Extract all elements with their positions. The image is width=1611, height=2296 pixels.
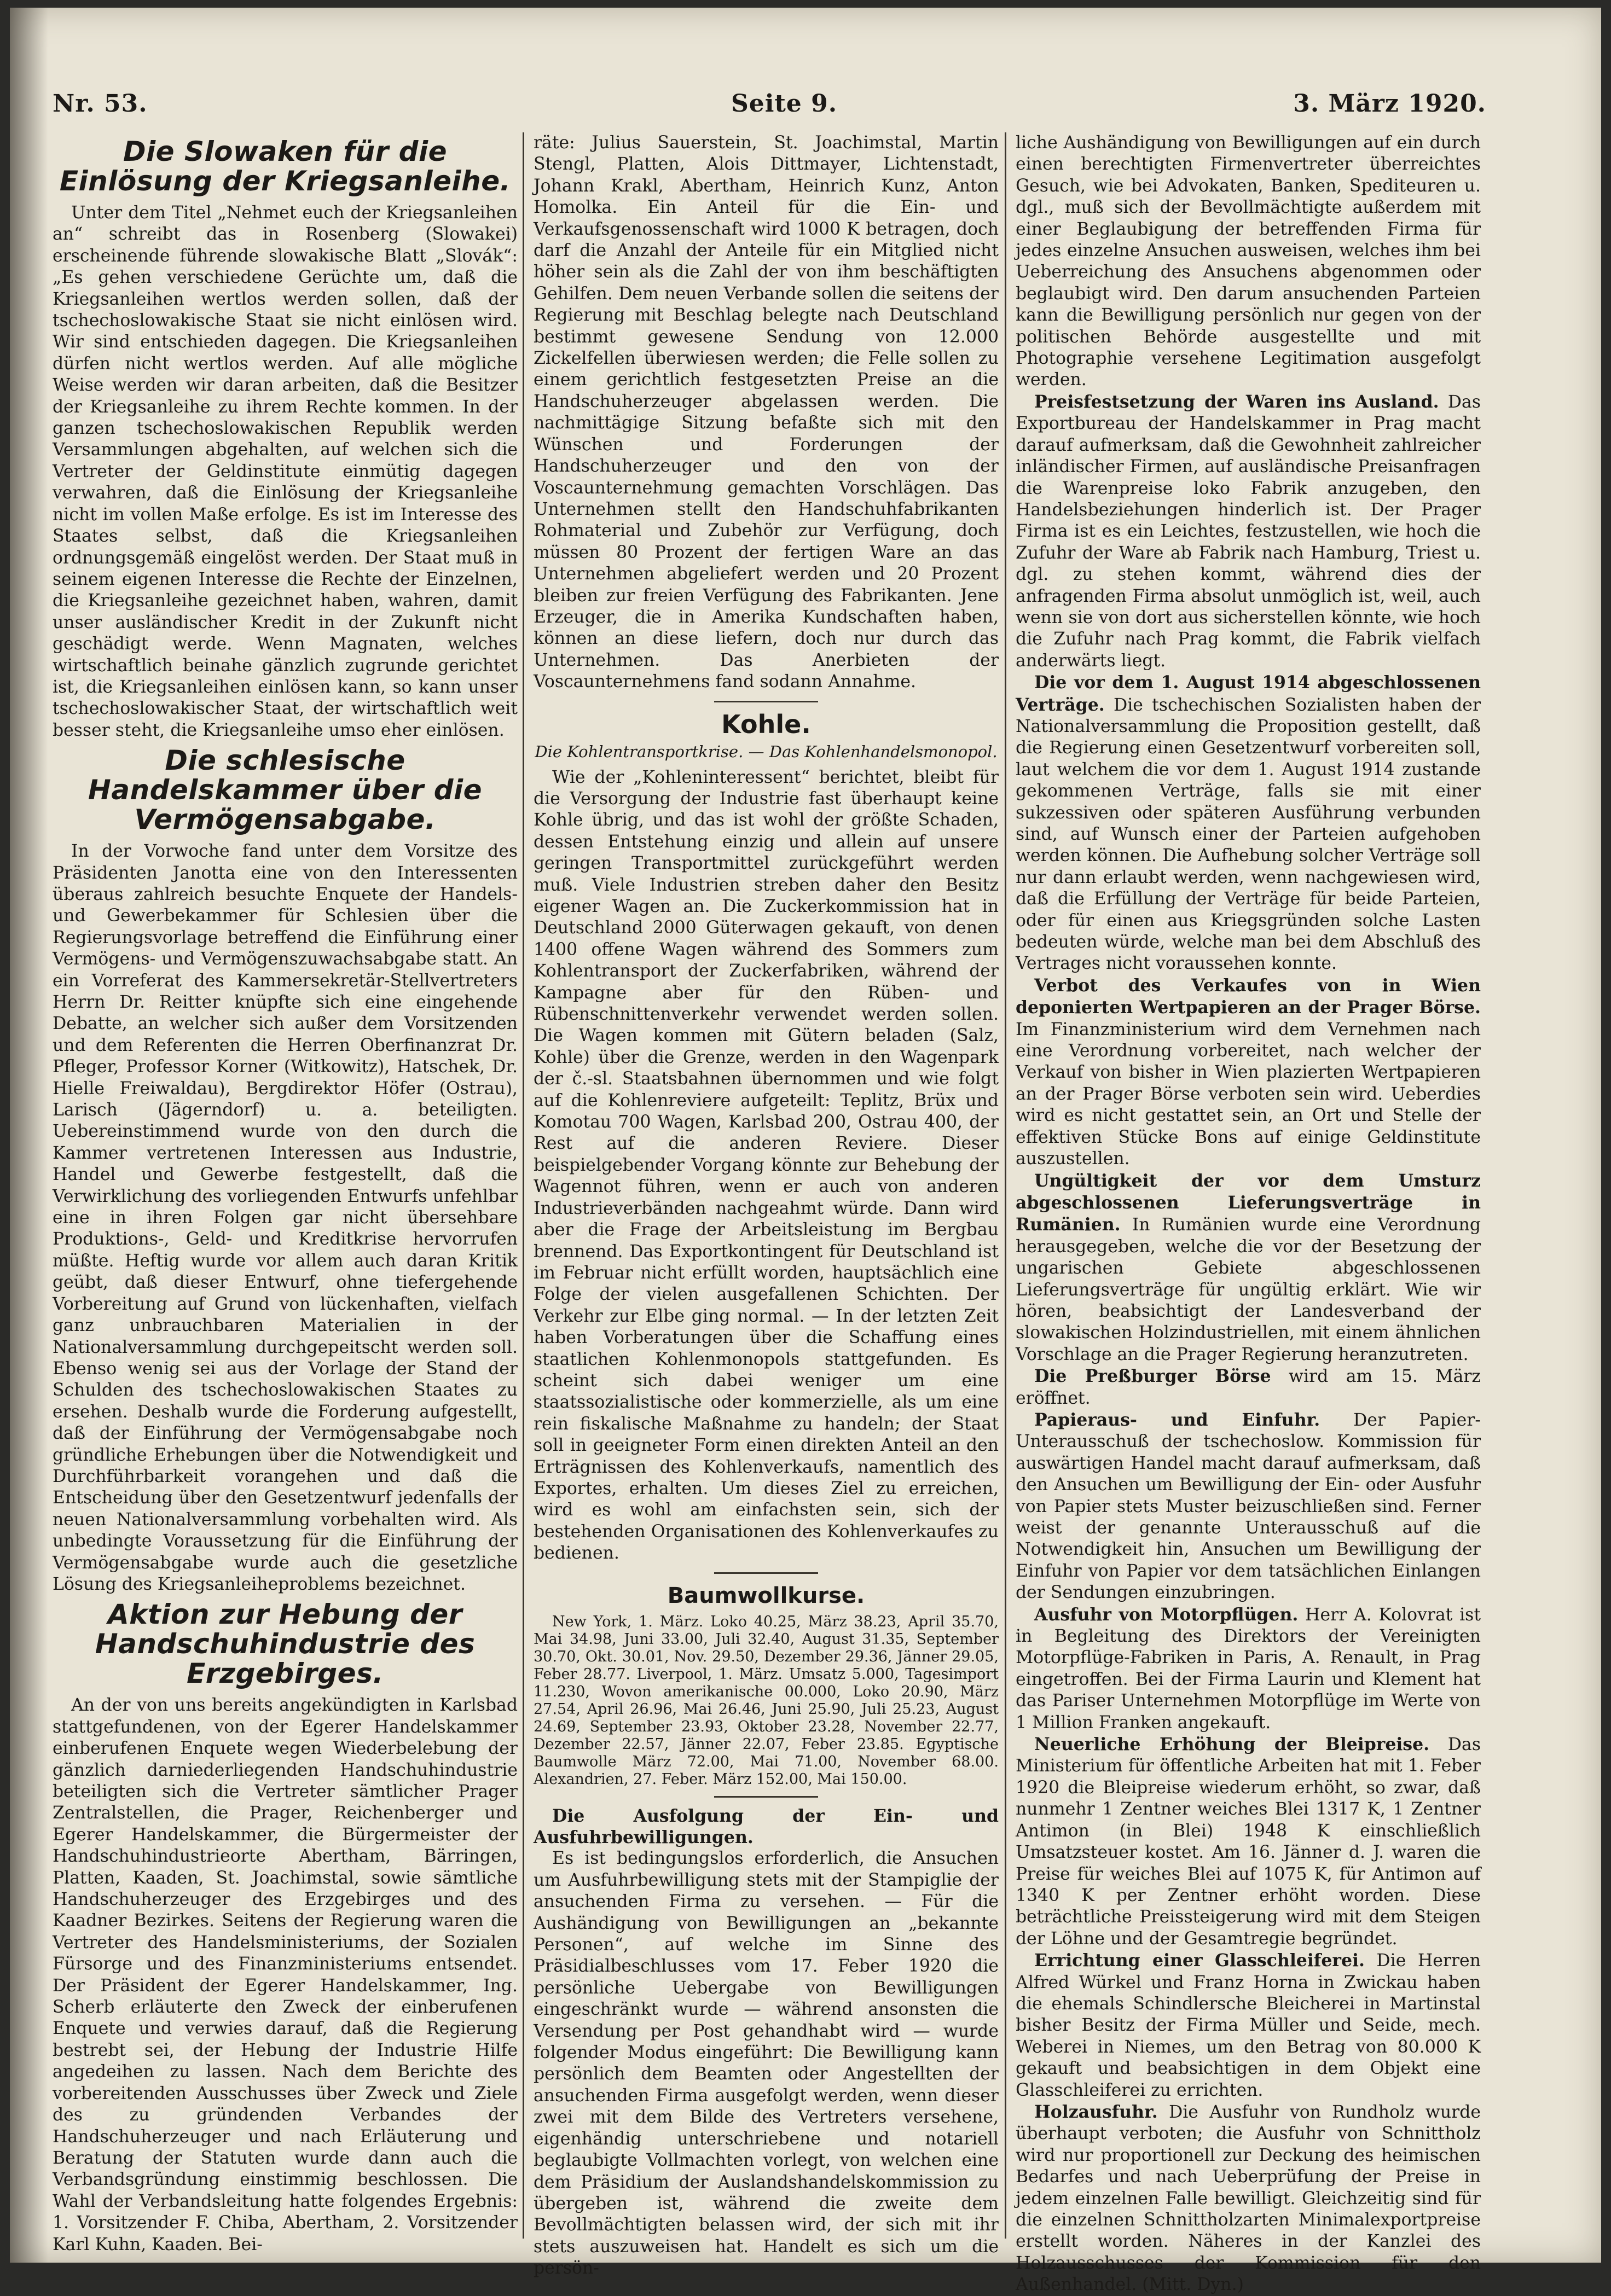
news-lead: Ungültigkeit der vor dem Umsturz abgeschlossenen Lieferungsverträge in Rumänien. <box>1016 1170 1481 1235</box>
news-item <box>1016 1734 1481 1950</box>
news-item <box>1016 975 1481 1170</box>
news-lead: Errichtung einer Glasschleiferei. <box>1034 1950 1365 1971</box>
news-lead: Die vor dem 1. August 1914 abgeschlossenen Verträge. <box>1016 672 1481 715</box>
column-3 <box>1016 132 1481 2295</box>
article-title: Aktion zur Hebung der Handschuhindustrie des Erzgebirges. <box>95 1599 476 1690</box>
news-item <box>1016 2101 1481 2296</box>
news-item <box>1016 1950 1481 2101</box>
article-lead: Die Ausfolgung der Ein- und Ausfuhrbewilligungen. <box>534 1805 999 1847</box>
news-body: Im Finanzministerium wird dem Vernehmen nach eine Verordnung vorbereitet, nach welcher der Verkauf von bisher in Wien plazierten Wertpapieren an der Prager Börse verboten sein wird. Ueberdies wird es nicht gestattet sein, an Ort und Stelle der effektiven Stücke Bons auf einige Geldinstitute auszustellen. <box>1016 1019 1481 1169</box>
news-body: In Rumänien wurde eine Verordnung herausgegeben, welche die vor der Besetzung der ungarischen Gebiete abgeschlossenen Lieferungsverträge für ungültig erklärt. Wie wir hören, beabsichtigt der Landesverband der slowakischen Holzindustriellen, mit einem ähnlichen Vorschlage an die Prager Regierung heranzutreten. <box>1016 1215 1481 1364</box>
column-rule <box>1005 132 1006 2239</box>
article-body: Wie der „Kohleninteressent“ berichtet, bleibt für die Versorgung der Industrie fast überhaupt keine Kohle übrig, und das ist wohl der größte Schaden, dessen Entstehung einzig und allein auf unsere geringen Transportmittel zurückgeführt werden muß. Viele Industrien streben daher den Besitz eigener Wagen an. Die Zuckerkommission hat in Deutschland 2000 Güterwagen gekauft, von denen 1400 offene Wagen während des Sommers zum Kohlentransport der Zuckerfabriken, während der Kampagne aber für den Rüben- und Rübenschnittenverkehr verwendet werden sollen. Die Wagen kommen mit Gütern beladen (Salz, Kohle) über die Grenze, werden in den Wagenpark der č.-sl. Staatsbahnen übernommen und wie folgt auf die Kohlenreviere aufgeteilt: Teplitz, Brüx und Komotau 700 Wagen, Karlsbad 200, Ostrau 400, der Rest auf die anderen Reviere. Dieser beispielgebender Vorgang könnte zur Behebung der Wagennot führen, wenn er auch von anderen Industrieverbänden nachgeahmt würde. Dann wird aber die Frage der Arbeitsleistung im Bergbau brennend. Das Exportkontingent für Deutschland ist im Februar nicht erfüllt worden, hauptsächlich eine Folge der vielen ausgefallenen Schichten. Der Verkehr zur Elbe ging normal. — In der letzten Zeit haben Vorberatungen über die Schaffung eines staatlichen Kohlenmonopols stattgefunden. Es scheint sich dabei weniger um eine staatssozialistische oder kommerzielle, als um eine rein fiskalische Maßnahme zu handeln; der Staat soll in geeigneter Form einen direkten Anteil an den Erträgnissen des Kohlenverkaufs, namentlich des Exportes, erhalten. Um dieses Ziel zu erreichen, wird es wohl am einfachsten sein, sich der bestehenden Organisationen des Kohlenverkaufes zu bedienen. <box>534 767 999 1563</box>
news-lead: Verbot des Verkaufes von in Wien deponierten Wertpapieren an der Prager Börse. <box>1016 975 1481 1018</box>
news-body: Herr A. Kolovrat ist in Begleitung des Direktors der Vereinigten Motorpflüge-Fabriken in Paris, A. Renault, in Prag eingetroffen. Bei der Firma Laurin und Klement hat das Pariser Unternehmen Motorpflüge im Werte von 1 Million Franken angekauft. <box>1016 1605 1481 1733</box>
news-item <box>1016 1170 1481 1366</box>
article-title: Die schlesische Handelskammer über die Vermögensabgabe. <box>88 745 483 836</box>
news-item <box>1016 1409 1481 1604</box>
news-lead: Preisfestsetzung der Waren ins Ausland. <box>1034 391 1439 412</box>
article-title: Die Slowaken für die Einlösung der Kriegsanleihe. <box>59 136 511 197</box>
section-separator <box>714 701 818 702</box>
news-lead: Holzausfuhr. <box>1034 2101 1158 2122</box>
news-body: Das Exportbureau der Handelskammer in Prag macht darauf aufmerksam, daß die Gewohnheit zahlreicher inländischer Firmen, auf ausländische Preisanfragen die Warenpreise loko Fabrik anzugeben, den Handelsbeziehungen hinderlich ist. Der Prager Firma ist es ein Leichtes, festzustellen, wie hoch die Zufuhr der Ware ab Fabrik nach Hamburg, Triest u. dgl. zu stehen kommt, während dies der anfragenden Firma absolut unmöglich ist, weil, auch wenn sie von dort aus sicherstellen könnte, wie hoch die Zufuhr nach Prag kommt, die Fabrik vielfach anderwärts liegt. <box>1016 392 1481 671</box>
section-separator <box>714 1796 818 1798</box>
article-continuation: räte: Julius Sauerstein, St. Joachimstal, Martin Stengl, Platten, Alois Dittmayer, Lichtenstadt, Johann Krakl, Abertham, Heinrich Kunz, Anton Homolka. Ein Anteil für die Ein- und Verkaufsgenossenschaft wird 1000 K betragen, doch darf die Anzahl der Anteile für ein Mitglied nicht höher sein als die Zahl der von ihm beschäftigten Gehilfen. Dem neuen Verbande sollen die seitens der Regierung mit Beschlag belegte nach Deutschland bestimmt gewesene Sendung von 12.000 Zickelfellen überwiesen werden; die Felle sollen zu einem gerichtlich festgesetzten Preise an die Handschuherzeuger abgelassen werden. Die nachmittägige Sitzung befaßte sich mit den Wünschen und Forderungen der Handschuherzeuger und den von der Voscaunternehmung gemachten Vorschlägen. Das Unternehmen stellt den Handschuhfabrikanten Rohmaterial und Zubehör zur Verfügung, doch müssen 80 Prozent der fertigen Ware an das Unternehmen abgeliefert werden und 20 Prozent bleiben zur freien Verfügung des Fabrikanten. Jene Erzeuger, die in Amerika Kundschaften haben, können an diese liefern, doch nur durch das Unternehmen. Das Anerbieten der Voscaunternehmens fand sodann Annahme. <box>534 133 999 692</box>
article-body: Unter dem Titel „Nehmet euch der Kriegsanleihen an“ schreibt das in Rosenberg (Slowakei) erscheinende führende slowakische Blatt „Slovák“: „Es gehen verschiedene Gerüchte um, daß die Kriegsanleihen wertlos werden sollen, daß der tschechoslowakische Staat sie nicht einlösen wird. Wir sind entschieden dagegen. Die Kriegsanleihen dürfen nicht wertlos werden. Auf alle mögliche Weise werden wir daran arbeiten, daß die Besitzer der Kriegsanleihe zu ihrem Rechte kommen. In der ganzen tschechoslowakischen Republik werden Versammlungen abgehalten, auf welchen sich die Vertreter der Geldinstitute einmütig dagegen verwahren, daß die Einlösung der Kriegsanleihe nicht im vollen Maße erfolge. Es ist im Interesse des Staates selbst, daß die Kriegsanleihen ordnungsgemäß eingelöst werden. Der Staat muß in seinem eigenen Interesse die Rechte der Einzelnen, die Kriegsanleihe gezeichnet haben, wahren, damit unser ausländischer Kredit in der Zukunft nicht geschädigt werde. Wenn Magnaten, welches wirtschaftlich beinahe gänzlich zugrunde gerichtet ist, die Kriegsanleihen einlösen kann, so kann unser tschechoslowakischer Staat, der wirtschaftlich weit besser steht, die Kriegsanleihe umso eher einlösen. <box>53 203 518 740</box>
article-body: Es ist bedingungslos erforderlich, die Ansuchen um Ausfuhrbewilligung stets mit der Stampiglie der ansuchenden Firma zu versehen. — Für die Aushändigung von Bewilligungen an „bekannte Personen“, auf welche im Sinne des Präsidialbeschlusses vom 17. Feber 1920 die persönliche Uebergabe von Bewilligungen eingeschränkt wurde — während ansonsten die Versendung per Post gehandhabt wird — wurde folgender Modus eingeführt: Die Bewilligung kann persönlich dem Beamten oder Angestellten der ansuchenden Firma ausgefolgt werden, wenn dieser zwei mit dem Bilde des Vertreters versehene, eigenhändig unterschriebene und notariell beglaubigte Vollmachten vorlegt, von welchen eine dem Präsidium der Auslandshandelskommission zu übergeben ist, während die zweite dem Bevollmächtigten belassen wird, der sich mit ihr stets auszuweisen hat. Handelt es sich um die persön- <box>534 1849 999 2278</box>
section-title: Baumwollkurse. <box>667 1583 865 1608</box>
news-body: Der Papier-Unterausschuß der tschechoslow. Kommission für auswärtigen Handel macht darauf aufmerksam, daß den Ansuchen um Bewilligung der Ein- oder Ausfuhr von Papier stets Muster beizuschließen sind. Ferner weist der genannte Unterausschuß auf die Notwendigkeit hin, Ansuchen um Bewilligung der Einfuhr von Papier vor dem tatsächlichen Einlangen der Sendungen einzubringen. <box>1016 1410 1481 1603</box>
news-body: Das Ministerium für öffentliche Arbeiten hat mit 1. Feber 1920 die Bleipreise wiederum erhöht, so zwar, daß nunmehr 1 Zentner weiches Blei 1317 K, 1 Zentner Antimon (in Blei) 1948 K einschließlich Umsatzsteuer kostet. Am 16. Jänner d. J. waren die Preise für weiches Blei auf 1075 K, für Antimon auf 1340 K per Zentner erhöht worden. Diese beträchtliche Preissteigerung wird mit dem Steigen der Löhne und der Gesamtregie begründet. <box>1016 1735 1481 1949</box>
news-item <box>1016 391 1481 672</box>
column-1 <box>53 132 518 2254</box>
issue-date: 3. März 1920. <box>1293 90 1486 118</box>
article-body: An der von uns bereits angekündigten in Karlsbad stattgefundenen, von der Egerer Handelskammer einberufenen Enquete wegen Wiederbelebung der gänzlich darniederliegenden Handschuhindustrie beteiligten sich die Vertreter sämtlicher Prager Zentralstellen, die Prager, Reichenberger und Egerer Handelskammer, die Bürgermeister der Handschuhindustrieorte Abertham, Bärringen, Platten, Kaaden, St. Joachimstal, sowie sämtliche Handschuherzeuger des Erzgebirges und des Kaadner Bezirkes. Seitens der Regierung waren die Vertreter des Handelsministeriums, der Sozialen Fürsorge und des Finanzministeriums entsendet. Der Präsident der Egerer Handelskammer, Ing. Scherb erläuterte den Zweck der einberufenen Enquete und verwies darauf, daß die Regierung bestrebt sei, der Hebung der Industrie Hilfe angedeihen zu lassen. Nach dem Berichte des vorbereitenden Ausschusses über Zweck und Ziele des zu gründenden Verbandes der Handschuherzeuger und nach Erläuterung und Beratung der Statuten wurde dann auch die Verbandsgründung einstimmig beschlossen. Die Wahl der Verbandsleitung hatte folgendes Ergebnis: 1. Vorsitzender F. Chiba, Abertham, 2. Vorsitzender Karl Kuhn, Kaaden. Bei- <box>53 1695 518 2254</box>
news-body: wird am 15. März eröffnet. <box>1016 1367 1481 1408</box>
news-body: Die Ausfuhr von Rundholz wurde überhaupt verboten; die Ausfuhr von Schnittholz wird nur proportionell zur Deckung des heimischen Bedarfes und nach Ueberprüfung der Preise in jedem einzelnen Falle bewilligt. Gleichzeitig sind für die einzelnen Schnittholzarten Minimalexportpreise erstellt worden. Näheres in der Kanzlei des Holzausschusses der Kommission für den Außenhandel. (Mitt. Dyn.) <box>1016 2102 1481 2295</box>
issue-number: Nr. 53. <box>53 90 148 118</box>
news-lead: Die Preßburger Börse <box>1034 1366 1271 1387</box>
news-item <box>1016 1604 1481 1734</box>
section-subtitle: Die Kohlentransportkrise. — Das Kohlenhandelsmonopol. <box>535 742 998 761</box>
cotton-prices: New York, 1. März. Loko 40.25, März 38.23, April 35.70, Mai 34.98, Juni 33.00, Juli 32.40, August 31.35, September 30.70, Okt. 30.01, Nov. 29.50, Dezember 29.36, Jänner 29.05, Feber 28.77. Liverpool, 1. März. Umsatz 5.000, Tagesimport 11.230, Wovon amerikanische 00.000, Loko 20.90, März 27.54, April 26.96, Mai 26.46, Juni 25.90, Juli 25.23, August 24.69, September 23.93, Oktober 23.28, November 22.77, Dezember 22.57, Jänner 22.07, Feber 23.85. Egyptische Baumwolle März 72.00, Mai 71.00, November 68.00. Alexandrien, 27. Feber. März 152.00, Mai 150.00. <box>534 1613 999 1788</box>
column-rule <box>523 132 524 2239</box>
news-item <box>1016 1365 1481 1409</box>
section-separator <box>714 1572 818 1574</box>
newspaper-page <box>10 8 1601 2295</box>
article-continuation: liche Aushändigung von Bewilligungen auf ein durch einen berechtigten Firmenvertreter überreichtes Gesuch, wie bei Advokaten, Banken, Spediteuren u. dgl., muß sich der Bevollmächtigte außerdem mit einer Beglaubigung der betreffenden Firma für jedes einzelne Ansuchen ausweisen, welches ihm bei Ueberreichung des Ansuchens abgenommen oder beglaubigt wird. Den darum ansuchenden Parteien kann die Bewilligung persönlich nur gegen von der politischen Behörde ausgestellte und mit Photographie versehene Legitimation ausgefolgt werden. <box>1016 133 1481 390</box>
news-body: Die Herren Alfred Würkel und Franz Horna in Zwickau haben die ehemals Schindlersche Bleicherei in Martinstal bisher Besitz der Firma Müller und Seide, mech. Weberei in Niemes, um den Betrag von 80.000 K gekauft und beabsichtigen in dem Objekt eine Glasschleiferei zu errichten. <box>1016 1951 1481 2100</box>
news-item <box>1016 672 1481 975</box>
section-title: Kohle. <box>721 709 811 739</box>
news-lead: Neuerliche Erhöhung der Bleipreise. <box>1034 1734 1430 1755</box>
page-header <box>53 90 1486 123</box>
page-number: Seite 9. <box>731 90 838 118</box>
news-lead: Ausfuhr von Motorpflügen. <box>1034 1604 1299 1625</box>
article-body: In der Vorwoche fand unter dem Vorsitze des Präsidenten Janotta eine von den Interessenten überaus zahlreich besuchte Enquete der Handels- und Gewerbekammer für Schlesien über die Regierungsvorlage betreffend die Einführung einer Vermögens- und Vermögenszuwachsabgabe statt. An ein Vorreferat des Kammersekretär-Stellvertreters Herrn Dr. Reitter knüpfte sich eine eingehende Debatte, an welcher sich außer dem Vorsitzenden und dem Referenten die Herren Oberfinanzrat Dr. Pfleger, Professor Korner (Witkowitz), Hatschek, Dr. Hielle Freiwaldau), Bergdirektor Höfer (Ostrau), Larisch (Jägerndorf) u. a. beteiligten. Uebereinstimmend wurde von den durch die Kammer vertretenen Interessen aus Industrie, Handel und Gewerbe festgestellt, daß die Verwirklichung des vorliegenden Entwurfs unfehlbar eine in ihren Folgen gar nicht übersehbare Produktions-, Geld- und Kreditkrise hervorrufen müßte. Heftig wurde vor allem auch daran Kritik geübt, daß dieser Entwurf, ohne tiefergehende Vorbereitung auf Grund von lückenhaften, vielfach ganz unbrauchbaren Materialien in der Nationalversammlung durchgepeitscht werden soll. Ebenso wenig sei aus der Vorlage der Stand der Schulden des tschechoslowakischen Staates zu ersehen. Deshalb wurde die Forderung aufgestellt, daß der Einführung der Vermögensabgabe noch gründliche Erhebungen über die Notwendigkeit und Durchführbarkeit vorangehen und daß die Entscheidung über den Gesetzentwurf jedenfalls der neuen Nationalversammlung vorbehalten wird. Als unbedingte Voraussetzung für die Einführung der Vermögensabgabe wurde auch die gesetzliche Lösung des Kriegsanleiheproblems bezeichnet. <box>53 841 518 1594</box>
news-body: Die tschechischen Sozialisten haben der Nationalversammlung die Proposition gestellt, daß die Regierung einen Gesetzentwurf vorbereiten soll, laut welchem die vor dem 1. August 1914 zustande gekommenen Verträge, falls sie mit einer sukzessiven oder späteren Ausführung verbunden sind, auf Wunsch einer der Parteien aufgehoben werden können. Die Aufhebung solcher Verträge soll nur dann erlaubt werden, wenn nachgewiesen wird, daß die Erfüllung der Verträge für beide Parteien, oder für einen aus Kriegsgründen solche Lasten bedeuten würde, welche man bei dem Abschluß des Vertrages nicht voraussehen konnte. <box>1016 695 1481 974</box>
column-2 <box>534 132 999 2278</box>
news-lead: Papieraus- und Einfuhr. <box>1034 1409 1320 1430</box>
